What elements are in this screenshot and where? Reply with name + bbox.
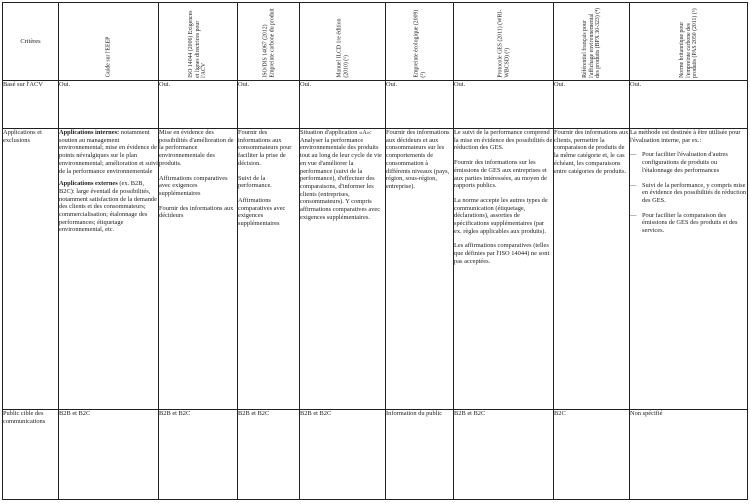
row-label: Applications et exclusions — [3, 129, 59, 410]
column-header — [300, 3, 386, 81]
table-cell: B2B et B2C — [454, 410, 554, 500]
internal-text: notamment soutien au management environnemental; mise en évidence de points névralgiques sur le plan environnemental; amélioration et suivi de la performance environnementale — [59, 129, 158, 175]
table-cell — [454, 129, 554, 410]
list-item-text: Suivi de la performance, y compris mise en évidence des possibilités de réduction des GES. — [642, 181, 747, 204]
cell-paragraph: Fournir des informations aux décideurs — [159, 204, 234, 220]
list-item — [630, 151, 747, 174]
table-cell — [630, 129, 748, 410]
table-cell: Oui. — [386, 81, 454, 129]
table-cell — [386, 129, 454, 410]
column-header — [238, 3, 300, 81]
table-cell — [300, 129, 386, 410]
cell-paragraph: Fournir des informations aux clients, permettre la comparaison de produits de la même catégorie et, le cas échéant, les comparaisons entre catégories de produits. — [554, 129, 629, 175]
cell-paragraph: Le suivi de la performance comprend la mise en évidence des possibilités de réduction des GES. — [454, 129, 553, 152]
table-cell: B2C — [554, 410, 630, 500]
cell-paragraph: Affirmations comparatives avec exigences supplémentaires — [238, 196, 286, 228]
dash-marker: — — [630, 211, 637, 219]
table-cell: B2B et B2C — [238, 410, 300, 500]
column-header-text: Manuel ILCD 1re édition (2010) (¹) — [335, 18, 349, 78]
table-cell: Oui. — [554, 81, 630, 129]
table-row — [3, 81, 748, 129]
cell-paragraph: Fournir des informations aux consommateurs pour faciliter la prise de décision. — [238, 129, 292, 167]
column-header — [386, 3, 454, 81]
table-cell — [554, 129, 630, 410]
table-cell: Oui. — [238, 81, 300, 129]
table-cell: Oui. — [300, 81, 386, 129]
list-item — [630, 212, 747, 235]
table-cell: Oui. — [159, 81, 238, 129]
list-item-text: Pour faciliter la comparaison des émissions de GES des produits et des services. — [642, 211, 738, 235]
table-cell — [159, 129, 238, 410]
cell-paragraph: La norme accepte les autres types de communication (étiquetage, déclarations), assorties de spécifications supplémentaires (par ex. règles applicables aux produits). — [454, 196, 548, 235]
column-header — [630, 3, 748, 81]
table-cell: Oui. — [630, 81, 748, 129]
column-header-text: Norme britannique pour l'empreinte carbone des produits (PAS 2050 (2011) (⁵) — [678, 7, 698, 78]
cell-paragraph: Affirmations comparatives avec exigences supplémentaires — [159, 174, 228, 197]
cell-paragraph: Fournir des informations sur les émissions de GES aux entreprises et aux parties intéressées, au moyen de rapports publics. — [454, 159, 547, 190]
cell-paragraph: Les affirmations comparatives (telles que définies par l'ISO 14044) ne sont pas acceptées. — [454, 242, 550, 265]
row-label: Public cible des communications — [3, 410, 59, 500]
column-header-text: Référentiel français pour l'affichage environnemental des produits (BPX 30-323) (⁴) — [581, 7, 601, 78]
cell-paragraph: La méthode est destinée à être utilisée pour l'évaluation interne, par ex.: — [630, 129, 741, 144]
column-header-text: ISO 14044 (2006) Exigences et lignes directrices pour l'ACV — [188, 10, 208, 78]
column-header-text: Guide sur l'EEEP — [105, 36, 112, 78]
row-label: Basé sur l'ACV — [3, 81, 59, 129]
list-item-text: Pour faciliter l'évaluation d'autres configurations de produits ou l'étalonnage des performances — [642, 151, 728, 174]
table-cell — [238, 129, 300, 410]
column-header — [59, 3, 159, 81]
table-cell: Non spécifié — [630, 410, 748, 500]
cell-paragraph: Mise en évidence des possibilités d'amélioration de la performance environnementale des produits. — [159, 129, 234, 167]
internal-title: Applications internes: — [59, 129, 120, 136]
table-cell — [59, 129, 159, 410]
table-cell: Oui. — [454, 81, 554, 129]
table-cell: Oui. — [59, 81, 159, 129]
column-header — [554, 3, 630, 81]
column-header — [159, 3, 238, 81]
table-cell: B2B et B2C — [300, 410, 386, 500]
table-cell: Information du public — [386, 410, 454, 500]
column-header-text: Empreinte écologique (2009) (²) — [412, 9, 426, 78]
column-header-text: ISO/DIS 14067 (2012) Empreinte carbone du produit — [261, 8, 275, 78]
column-header — [454, 3, 554, 81]
comparison-table — [2, 2, 748, 500]
external-text: (ex. B2B, B2C): large éventail de possibilités, notamment satisfaction de la demande des clients et des consommateurs; commercialisation; étalonnage des performances; étiquetage environnemental, etc. — [59, 180, 157, 234]
table-row — [3, 410, 748, 500]
cell-paragraph: Fournir des informations aux décideurs et aux consommateurs sur les comportements de consommation à différents niveaux (pays, région, sous-région, entreprise). — [386, 129, 450, 190]
external-title: Applications externes — [59, 180, 118, 188]
table-row — [3, 129, 748, 410]
column-header-text: Protocole GES (2011) (WRI-WBCSD) (³) — [496, 9, 510, 78]
criteria-header: Critères — [3, 3, 59, 81]
table-cell: B2B et B2C — [159, 410, 238, 500]
header-row — [3, 3, 748, 81]
dash-marker: — — [630, 181, 637, 189]
list-item — [630, 182, 747, 205]
table-cell: B2B et B2C — [59, 410, 159, 500]
cell-paragraph: Situation d'application «A»: Analyser la performance environnementale des produits tout au long de leur cycle de vie en vue d'améliorer la performance (suivi de la performance), d'effectuer des comparaisons, d'informer les clients (entreprises, consommateurs). Y compris affirmations comparatives avec exigences supplémentaires. — [300, 129, 382, 221]
cell-paragraph: Suivi de la performance. — [238, 174, 272, 190]
dash-marker: — — [630, 151, 637, 159]
bullet-list — [630, 151, 747, 234]
